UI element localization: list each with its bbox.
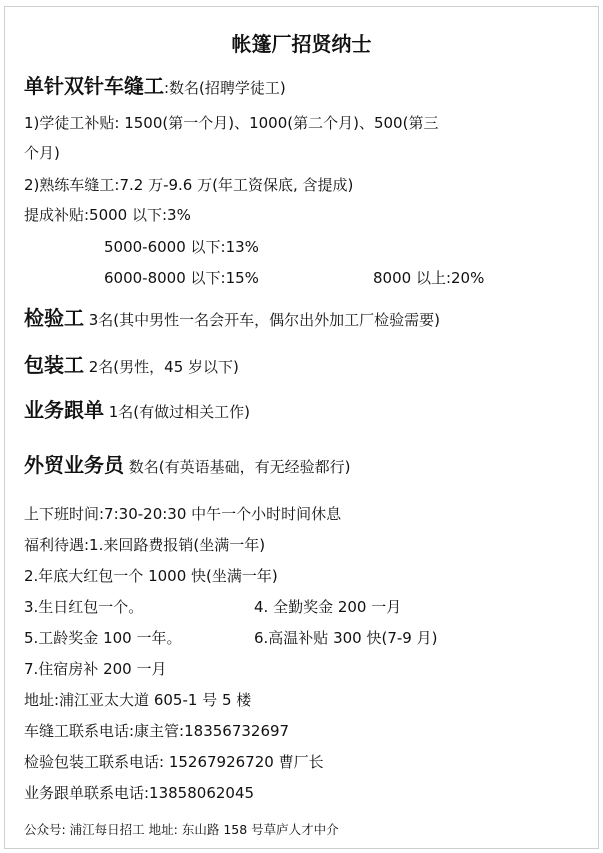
job-name: 业务跟单 <box>24 398 104 422</box>
work-hours: 上下班时间:7:30-20:30 中午一个小时时间休息 <box>24 505 342 523</box>
job-sewing <box>24 76 286 98</box>
job-packer <box>24 355 239 377</box>
job-desc: :数名(招聘学徒工) <box>164 79 286 97</box>
benefit: 福利待遇:1.来回路费报销(坐满一年) <box>24 536 266 554</box>
job-name: 单针双针车缝工 <box>24 74 164 98</box>
job-desc: 数名(有英语基础，有无经验都行) <box>124 458 351 476</box>
job-name: 外贸业务员 <box>24 453 124 477</box>
benefit: 2.年底大红包一个 1000 快(坐满一年) <box>24 567 278 585</box>
job-desc: 3名(其中男性一名会开车，偶尔出外加工厂检验需要) <box>84 311 441 329</box>
sewing-line: 1)学徒工补贴: 1500(第一个月)、1000(第二个月)、500(第三 <box>24 114 439 132</box>
benefit: 6.高温补贴 300 快(7-9 月) <box>254 629 438 647</box>
sewing-line: 5000-6000 以下:13% <box>104 238 259 256</box>
benefit: 4. 全勤奖金 200 一月 <box>254 598 402 616</box>
sewing-line: 个月) <box>24 144 60 162</box>
job-desc: 2名(男性，45 岁以下) <box>84 358 239 376</box>
address: 地址:浦江亚太大道 605-1 号 5 楼 <box>24 691 252 709</box>
benefit: 3.生日红包一个。 <box>24 598 144 616</box>
sewing-line: 8000 以上:20% <box>373 269 485 287</box>
sewing-line: 提成补贴:5000 以下:3% <box>24 206 191 224</box>
poster-title: 帐篷厂招贤纳士 <box>231 32 372 56</box>
contact: 检验包装工联系电话: 15267926720 曹厂长 <box>24 753 324 771</box>
benefit: 7.住宿房补 200 一月 <box>24 660 167 678</box>
sewing-line: 2)熟练车缝工:7.2 万-9.6 万(年工资保底, 含提成) <box>24 176 354 194</box>
job-merchandiser <box>24 400 250 422</box>
contact: 车缝工联系电话:康主管:18356732697 <box>24 722 290 740</box>
contact: 业务跟单联系电话:13858062045 <box>24 784 255 802</box>
job-trade <box>24 455 350 477</box>
benefit: 5.工龄奖金 100 一年。 <box>24 629 182 647</box>
job-name: 包装工 <box>24 353 84 377</box>
sewing-line: 6000-8000 以下:15% <box>104 269 259 287</box>
job-inspector <box>24 308 440 330</box>
footer: 公众号: 浦江每日招工 地址: 东山路 158 号草庐人才中介 <box>24 822 339 837</box>
job-desc: 1名(有做过相关工作) <box>104 403 251 421</box>
job-name: 检验工 <box>24 306 84 330</box>
